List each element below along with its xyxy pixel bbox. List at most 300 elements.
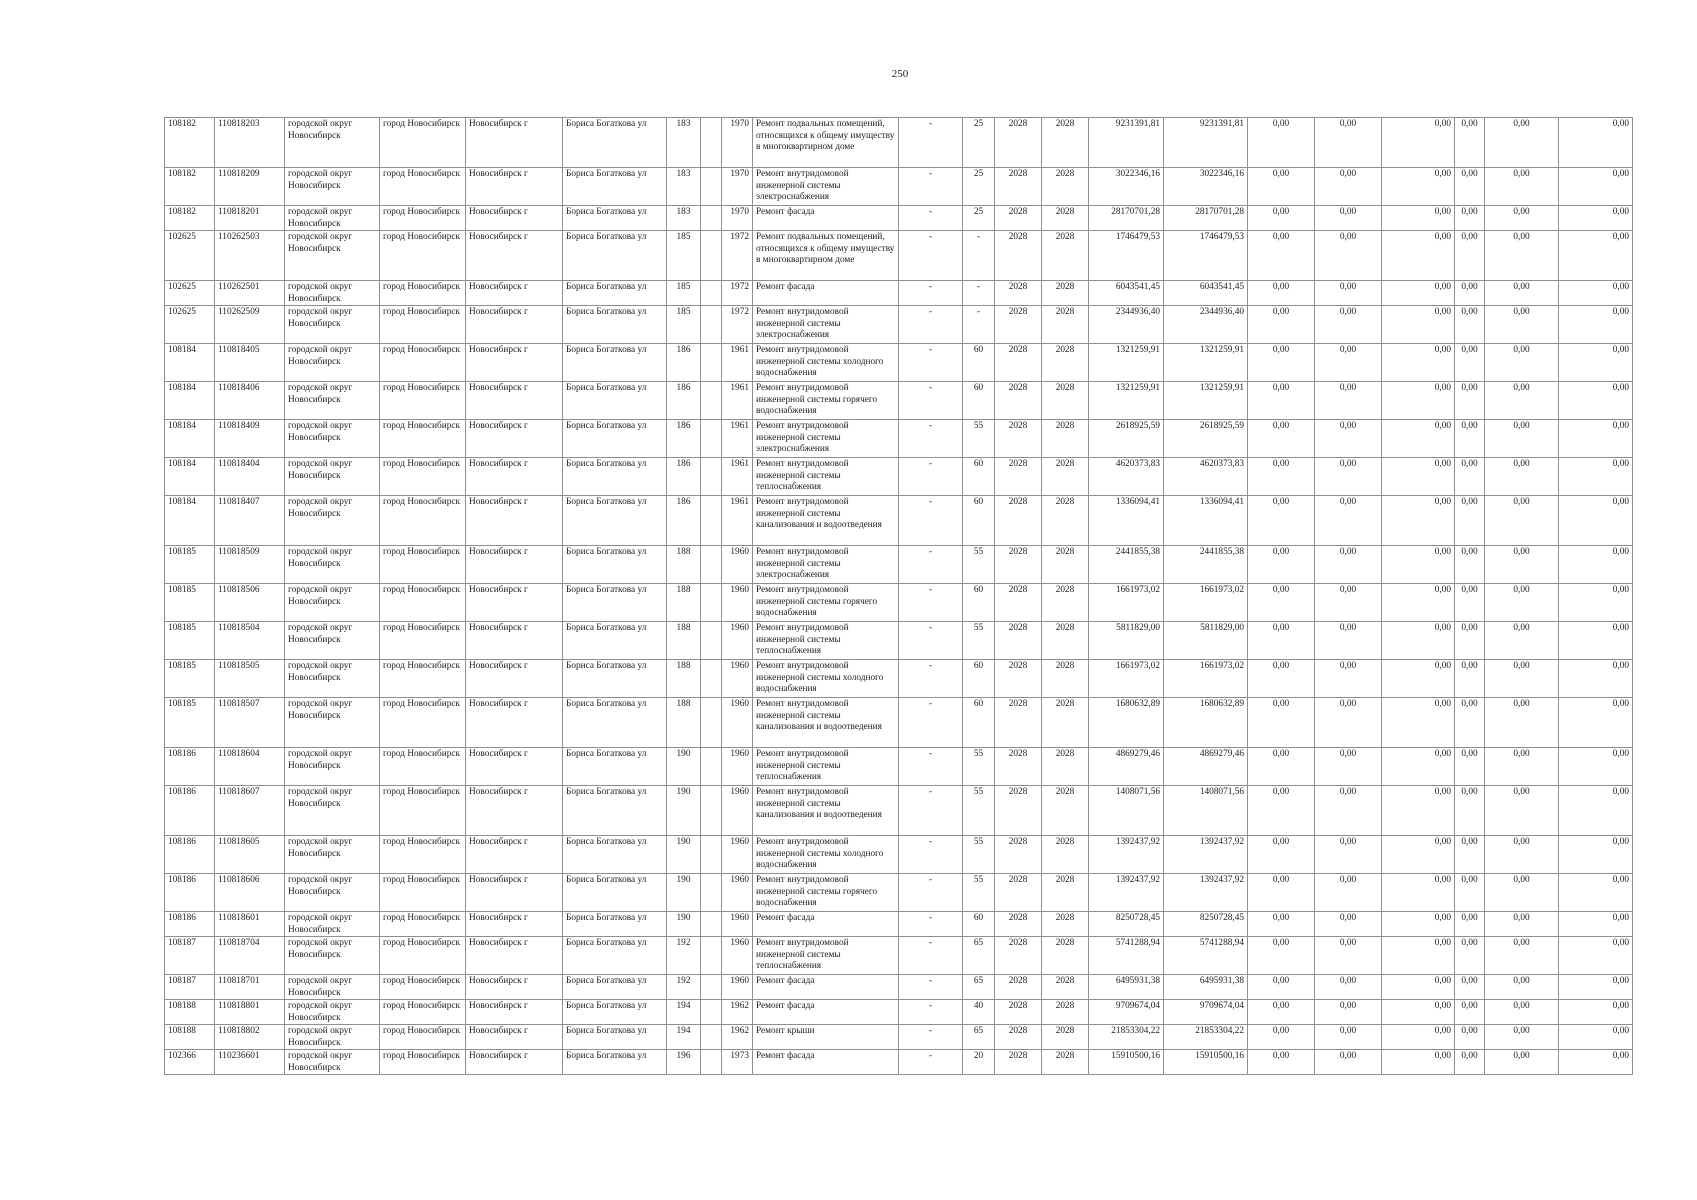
table-row <box>165 206 1633 231</box>
cell-unit: - <box>899 912 963 937</box>
cell-cost-total-sources: 2344936,40 <box>1164 306 1248 344</box>
cell-wear-percent: 55 <box>963 786 995 836</box>
cell-building <box>701 836 722 874</box>
cell-wear-percent: 60 <box>963 344 995 382</box>
cell-municipal-district: городской округ Новосибирск <box>285 118 380 168</box>
cell-owner-cost: 0,00 <box>1485 912 1559 937</box>
cell-work-id: 110818604 <box>215 748 285 786</box>
cell-settlement: город Новосибирск <box>380 748 466 786</box>
cell-owner-cost: 0,00 <box>1485 1025 1559 1050</box>
cell-total-cost: 4869279,46 <box>1089 748 1164 786</box>
cell-regional-cost: 0,00 <box>1382 1025 1455 1050</box>
cell-street: Бориса Богаткова ул <box>563 698 667 748</box>
cell-construction-year: 1962 <box>722 1000 753 1025</box>
cell-work-type: Ремонт фасада <box>753 1000 899 1025</box>
cell-other-cost: 0,00 <box>1559 874 1633 912</box>
cell-street: Бориса Богаткова ул <box>563 231 667 281</box>
cell-work-type: Ремонт фасада <box>753 206 899 231</box>
cell-fund-cost: 0,00 <box>1248 622 1315 660</box>
cell-building <box>701 660 722 698</box>
cell-plan-year-end: 2028 <box>1042 748 1089 786</box>
cell-work-type: Ремонт внутридомовой инженерной системы канализования и водоотведения <box>753 496 899 546</box>
cell-municipal-district: городской округ Новосибирск <box>285 546 380 584</box>
table-row <box>165 660 1633 698</box>
cell-plan-year-end: 2028 <box>1042 281 1089 306</box>
cell-owner-cost: 0,00 <box>1485 975 1559 1000</box>
cell-total-cost: 6495931,38 <box>1089 975 1164 1000</box>
cell-street: Бориса Богаткова ул <box>563 786 667 836</box>
cell-federal-cost: 0,00 <box>1315 168 1382 206</box>
cell-building <box>701 118 722 168</box>
cell-cost-total-sources: 1661973,02 <box>1164 584 1248 622</box>
cell-wear-percent: 60 <box>963 660 995 698</box>
cell-plan-year-end: 2028 <box>1042 546 1089 584</box>
cell-house-id: 108184 <box>165 382 215 420</box>
cell-construction-year: 1960 <box>722 874 753 912</box>
cell-wear-percent: - <box>963 231 995 281</box>
cell-local-cost: 0,00 <box>1455 344 1485 382</box>
cell-construction-year: 1960 <box>722 836 753 874</box>
cell-settlement: город Новосибирск <box>380 937 466 975</box>
cell-regional-cost: 0,00 <box>1382 306 1455 344</box>
cell-work-id: 110818701 <box>215 975 285 1000</box>
cell-street: Бориса Богаткова ул <box>563 306 667 344</box>
table-row <box>165 874 1633 912</box>
cell-plan-year-end: 2028 <box>1042 382 1089 420</box>
cell-work-id: 110818607 <box>215 786 285 836</box>
cell-cost-total-sources: 2618925,59 <box>1164 420 1248 458</box>
cell-municipal-district: городской округ Новосибирск <box>285 622 380 660</box>
cell-work-id: 110818605 <box>215 836 285 874</box>
cell-street: Бориса Богаткова ул <box>563 1025 667 1050</box>
cell-locality: Новосибирск г <box>466 1025 563 1050</box>
cell-plan-year-start: 2028 <box>995 660 1042 698</box>
cell-cost-total-sources: 21853304,22 <box>1164 1025 1248 1050</box>
cell-building <box>701 496 722 546</box>
cell-building <box>701 546 722 584</box>
cell-other-cost: 0,00 <box>1559 912 1633 937</box>
cell-total-cost: 8250728,45 <box>1089 912 1164 937</box>
cell-total-cost: 9709674,04 <box>1089 1000 1164 1025</box>
cell-house-number: 183 <box>667 206 701 231</box>
cell-work-id: 110818509 <box>215 546 285 584</box>
cell-building <box>701 206 722 231</box>
cell-municipal-district: городской округ Новосибирск <box>285 698 380 748</box>
cell-house-id: 108187 <box>165 937 215 975</box>
cell-construction-year: 1970 <box>722 206 753 231</box>
cell-building <box>701 420 722 458</box>
cell-street: Бориса Богаткова ул <box>563 584 667 622</box>
cell-local-cost: 0,00 <box>1455 698 1485 748</box>
cell-street: Бориса Богаткова ул <box>563 420 667 458</box>
cell-work-id: 110818209 <box>215 168 285 206</box>
cell-unit: - <box>899 1025 963 1050</box>
cell-work-type: Ремонт внутридомовой инженерной системы горячего водоснабжения <box>753 874 899 912</box>
cell-other-cost: 0,00 <box>1559 168 1633 206</box>
cell-other-cost: 0,00 <box>1559 937 1633 975</box>
cell-unit: - <box>899 281 963 306</box>
cell-house-id: 108186 <box>165 836 215 874</box>
cell-owner-cost: 0,00 <box>1485 231 1559 281</box>
cell-local-cost: 0,00 <box>1455 118 1485 168</box>
cell-house-id: 108188 <box>165 1000 215 1025</box>
cell-house-number: 183 <box>667 118 701 168</box>
cell-work-type: Ремонт внутридомовой инженерной системы электроснабжения <box>753 420 899 458</box>
cell-regional-cost: 0,00 <box>1382 622 1455 660</box>
cell-total-cost: 6043541,45 <box>1089 281 1164 306</box>
cell-wear-percent: 65 <box>963 975 995 1000</box>
cell-house-number: 186 <box>667 420 701 458</box>
cell-regional-cost: 0,00 <box>1382 420 1455 458</box>
cell-total-cost: 1321259,91 <box>1089 344 1164 382</box>
cell-municipal-district: городской округ Новосибирск <box>285 786 380 836</box>
cell-plan-year-start: 2028 <box>995 344 1042 382</box>
cell-regional-cost: 0,00 <box>1382 168 1455 206</box>
cell-house-number: 185 <box>667 306 701 344</box>
cell-local-cost: 0,00 <box>1455 748 1485 786</box>
cell-total-cost: 21853304,22 <box>1089 1025 1164 1050</box>
cell-street: Бориса Богаткова ул <box>563 168 667 206</box>
cell-settlement: город Новосибирск <box>380 584 466 622</box>
cell-plan-year-start: 2028 <box>995 698 1042 748</box>
cell-house-id: 102625 <box>165 231 215 281</box>
cell-municipal-district: городской округ Новосибирск <box>285 660 380 698</box>
cell-federal-cost: 0,00 <box>1315 231 1382 281</box>
cell-other-cost: 0,00 <box>1559 118 1633 168</box>
cell-owner-cost: 0,00 <box>1485 786 1559 836</box>
cell-work-id: 110818405 <box>215 344 285 382</box>
cell-total-cost: 1392437,92 <box>1089 836 1164 874</box>
cell-unit: - <box>899 420 963 458</box>
cell-owner-cost: 0,00 <box>1485 622 1559 660</box>
cell-fund-cost: 0,00 <box>1248 344 1315 382</box>
cell-fund-cost: 0,00 <box>1248 281 1315 306</box>
cell-total-cost: 15910500,16 <box>1089 1050 1164 1075</box>
cell-fund-cost: 0,00 <box>1248 975 1315 1000</box>
cell-building <box>701 306 722 344</box>
cell-house-number: 185 <box>667 281 701 306</box>
cell-work-id: 110818606 <box>215 874 285 912</box>
cell-other-cost: 0,00 <box>1559 382 1633 420</box>
cell-house-id: 102625 <box>165 281 215 306</box>
cell-federal-cost: 0,00 <box>1315 118 1382 168</box>
cell-regional-cost: 0,00 <box>1382 281 1455 306</box>
cell-plan-year-end: 2028 <box>1042 1025 1089 1050</box>
cell-construction-year: 1961 <box>722 420 753 458</box>
cell-plan-year-end: 2028 <box>1042 937 1089 975</box>
cell-plan-year-end: 2028 <box>1042 168 1089 206</box>
cell-owner-cost: 0,00 <box>1485 546 1559 584</box>
cell-total-cost: 2618925,59 <box>1089 420 1164 458</box>
table-row <box>165 698 1633 748</box>
cell-construction-year: 1960 <box>722 748 753 786</box>
cell-regional-cost: 0,00 <box>1382 584 1455 622</box>
cell-municipal-district: городской округ Новосибирск <box>285 836 380 874</box>
cell-owner-cost: 0,00 <box>1485 344 1559 382</box>
cell-fund-cost: 0,00 <box>1248 584 1315 622</box>
cell-federal-cost: 0,00 <box>1315 1050 1382 1075</box>
cell-building <box>701 874 722 912</box>
table-row <box>165 786 1633 836</box>
cell-house-number: 190 <box>667 748 701 786</box>
cell-street: Бориса Богаткова ул <box>563 748 667 786</box>
cell-settlement: город Новосибирск <box>380 546 466 584</box>
cell-house-id: 108182 <box>165 168 215 206</box>
cell-wear-percent: 60 <box>963 496 995 546</box>
cell-federal-cost: 0,00 <box>1315 206 1382 231</box>
cell-fund-cost: 0,00 <box>1248 1025 1315 1050</box>
cell-other-cost: 0,00 <box>1559 975 1633 1000</box>
cell-house-number: 186 <box>667 458 701 496</box>
cell-settlement: город Новосибирск <box>380 975 466 1000</box>
cell-wear-percent: 25 <box>963 118 995 168</box>
cell-settlement: город Новосибирск <box>380 874 466 912</box>
cell-settlement: город Новосибирск <box>380 281 466 306</box>
cell-local-cost: 0,00 <box>1455 546 1485 584</box>
cell-municipal-district: городской округ Новосибирск <box>285 975 380 1000</box>
cell-house-number: 194 <box>667 1025 701 1050</box>
cell-owner-cost: 0,00 <box>1485 1050 1559 1075</box>
cell-cost-total-sources: 28170701,28 <box>1164 206 1248 231</box>
cell-fund-cost: 0,00 <box>1248 1000 1315 1025</box>
cell-locality: Новосибирск г <box>466 786 563 836</box>
cell-fund-cost: 0,00 <box>1248 420 1315 458</box>
cell-unit: - <box>899 748 963 786</box>
cell-owner-cost: 0,00 <box>1485 1000 1559 1025</box>
cell-work-id: 110818404 <box>215 458 285 496</box>
cell-cost-total-sources: 5741288,94 <box>1164 937 1248 975</box>
cell-locality: Новосибирск г <box>466 496 563 546</box>
cell-federal-cost: 0,00 <box>1315 912 1382 937</box>
cell-settlement: город Новосибирск <box>380 1025 466 1050</box>
cell-local-cost: 0,00 <box>1455 281 1485 306</box>
cell-plan-year-start: 2028 <box>995 496 1042 546</box>
cell-unit: - <box>899 874 963 912</box>
cell-plan-year-start: 2028 <box>995 546 1042 584</box>
cell-regional-cost: 0,00 <box>1382 937 1455 975</box>
cell-settlement: город Новосибирск <box>380 698 466 748</box>
cell-owner-cost: 0,00 <box>1485 420 1559 458</box>
cell-other-cost: 0,00 <box>1559 622 1633 660</box>
cell-locality: Новосибирск г <box>466 281 563 306</box>
cell-construction-year: 1960 <box>722 975 753 1000</box>
cell-cost-total-sources: 4869279,46 <box>1164 748 1248 786</box>
cell-wear-percent: 65 <box>963 937 995 975</box>
cell-plan-year-start: 2028 <box>995 382 1042 420</box>
cell-municipal-district: городской округ Новосибирск <box>285 912 380 937</box>
cell-work-id: 110262509 <box>215 306 285 344</box>
cell-unit: - <box>899 458 963 496</box>
cell-municipal-district: городской округ Новосибирск <box>285 168 380 206</box>
table-body <box>165 118 1633 1075</box>
cell-street: Бориса Богаткова ул <box>563 1050 667 1075</box>
cell-fund-cost: 0,00 <box>1248 231 1315 281</box>
cell-owner-cost: 0,00 <box>1485 584 1559 622</box>
cell-cost-total-sources: 6043541,45 <box>1164 281 1248 306</box>
cell-unit: - <box>899 344 963 382</box>
cell-fund-cost: 0,00 <box>1248 748 1315 786</box>
cell-house-number: 188 <box>667 546 701 584</box>
cell-locality: Новосибирск г <box>466 458 563 496</box>
cell-street: Бориса Богаткова ул <box>563 660 667 698</box>
cell-fund-cost: 0,00 <box>1248 660 1315 698</box>
cell-unit: - <box>899 937 963 975</box>
cell-construction-year: 1960 <box>722 660 753 698</box>
cell-locality: Новосибирск г <box>466 231 563 281</box>
cell-total-cost: 1661973,02 <box>1089 584 1164 622</box>
cell-plan-year-end: 2028 <box>1042 975 1089 1000</box>
cell-building <box>701 231 722 281</box>
cell-plan-year-end: 2028 <box>1042 496 1089 546</box>
cell-other-cost: 0,00 <box>1559 698 1633 748</box>
cell-other-cost: 0,00 <box>1559 660 1633 698</box>
cell-construction-year: 1961 <box>722 344 753 382</box>
cell-plan-year-start: 2028 <box>995 1050 1042 1075</box>
cell-locality: Новосибирск г <box>466 874 563 912</box>
cell-settlement: город Новосибирск <box>380 786 466 836</box>
cell-plan-year-start: 2028 <box>995 975 1042 1000</box>
table-row <box>165 546 1633 584</box>
cell-house-id: 108185 <box>165 660 215 698</box>
cell-plan-year-end: 2028 <box>1042 1000 1089 1025</box>
cell-settlement: город Новосибирск <box>380 912 466 937</box>
table-row <box>165 975 1633 1000</box>
cell-cost-total-sources: 8250728,45 <box>1164 912 1248 937</box>
cell-total-cost: 1392437,92 <box>1089 874 1164 912</box>
cell-owner-cost: 0,00 <box>1485 937 1559 975</box>
cell-federal-cost: 0,00 <box>1315 1000 1382 1025</box>
cell-plan-year-end: 2028 <box>1042 698 1089 748</box>
cell-municipal-district: городской округ Новосибирск <box>285 1050 380 1075</box>
cell-street: Бориса Богаткова ул <box>563 1000 667 1025</box>
cell-work-type: Ремонт фасада <box>753 975 899 1000</box>
cell-locality: Новосибирск г <box>466 584 563 622</box>
cell-building <box>701 912 722 937</box>
cell-locality: Новосибирск г <box>466 420 563 458</box>
cell-locality: Новосибирск г <box>466 975 563 1000</box>
cell-house-id: 108182 <box>165 118 215 168</box>
cell-house-id: 108184 <box>165 458 215 496</box>
cell-work-type: Ремонт фасада <box>753 912 899 937</box>
cell-house-id: 108184 <box>165 496 215 546</box>
cell-house-id: 102366 <box>165 1050 215 1075</box>
table-row <box>165 281 1633 306</box>
cell-settlement: город Новосибирск <box>380 660 466 698</box>
cell-wear-percent: 25 <box>963 206 995 231</box>
cell-fund-cost: 0,00 <box>1248 874 1315 912</box>
cell-unit: - <box>899 496 963 546</box>
cell-regional-cost: 0,00 <box>1382 496 1455 546</box>
cell-work-type: Ремонт внутридомовой инженерной системы холодного водоснабжения <box>753 660 899 698</box>
cell-building <box>701 458 722 496</box>
cell-work-type: Ремонт фасада <box>753 281 899 306</box>
cell-work-id: 110236601 <box>215 1050 285 1075</box>
cell-house-number: 190 <box>667 786 701 836</box>
cell-total-cost: 2441855,38 <box>1089 546 1164 584</box>
cell-municipal-district: городской округ Новосибирск <box>285 281 380 306</box>
cell-locality: Новосибирск г <box>466 382 563 420</box>
cell-house-number: 188 <box>667 698 701 748</box>
cell-federal-cost: 0,00 <box>1315 874 1382 912</box>
cell-settlement: город Новосибирск <box>380 458 466 496</box>
cell-regional-cost: 0,00 <box>1382 975 1455 1000</box>
cell-locality: Новосибирск г <box>466 118 563 168</box>
cell-house-number: 190 <box>667 874 701 912</box>
cell-fund-cost: 0,00 <box>1248 546 1315 584</box>
cell-plan-year-end: 2028 <box>1042 1050 1089 1075</box>
cell-house-id: 108186 <box>165 912 215 937</box>
cell-construction-year: 1961 <box>722 458 753 496</box>
cell-regional-cost: 0,00 <box>1382 1000 1455 1025</box>
cell-regional-cost: 0,00 <box>1382 206 1455 231</box>
table-row <box>165 912 1633 937</box>
cell-other-cost: 0,00 <box>1559 306 1633 344</box>
cell-regional-cost: 0,00 <box>1382 344 1455 382</box>
cell-plan-year-end: 2028 <box>1042 344 1089 382</box>
cell-work-type: Ремонт внутридомовой инженерной системы горячего водоснабжения <box>753 584 899 622</box>
cell-cost-total-sources: 6495931,38 <box>1164 975 1248 1000</box>
cell-house-id: 108186 <box>165 748 215 786</box>
cell-local-cost: 0,00 <box>1455 306 1485 344</box>
cell-building <box>701 168 722 206</box>
cell-total-cost: 3022346,16 <box>1089 168 1164 206</box>
cell-municipal-district: городской округ Новосибирск <box>285 874 380 912</box>
cell-work-id: 110818203 <box>215 118 285 168</box>
table-row <box>165 584 1633 622</box>
cell-owner-cost: 0,00 <box>1485 874 1559 912</box>
cell-locality: Новосибирск г <box>466 836 563 874</box>
cell-regional-cost: 0,00 <box>1382 458 1455 496</box>
cell-local-cost: 0,00 <box>1455 622 1485 660</box>
cell-total-cost: 28170701,28 <box>1089 206 1164 231</box>
cell-plan-year-end: 2028 <box>1042 584 1089 622</box>
cell-house-number: 194 <box>667 1000 701 1025</box>
cell-other-cost: 0,00 <box>1559 748 1633 786</box>
cell-plan-year-start: 2028 <box>995 937 1042 975</box>
cell-local-cost: 0,00 <box>1455 912 1485 937</box>
cell-street: Бориса Богаткова ул <box>563 118 667 168</box>
cell-municipal-district: городской округ Новосибирск <box>285 1000 380 1025</box>
cell-municipal-district: городской округ Новосибирск <box>285 231 380 281</box>
cell-locality: Новосибирск г <box>466 912 563 937</box>
cell-street: Бориса Богаткова ул <box>563 496 667 546</box>
cell-settlement: город Новосибирск <box>380 836 466 874</box>
cell-street: Бориса Богаткова ул <box>563 206 667 231</box>
cell-building <box>701 748 722 786</box>
cell-work-type: Ремонт подвальных помещений, относящихся к общему имуществу в многоквартирном доме <box>753 231 899 281</box>
cell-plan-year-end: 2028 <box>1042 231 1089 281</box>
cell-wear-percent: 20 <box>963 1050 995 1075</box>
cell-plan-year-start: 2028 <box>995 584 1042 622</box>
cell-locality: Новосибирск г <box>466 748 563 786</box>
table-row <box>165 496 1633 546</box>
cell-locality: Новосибирск г <box>466 168 563 206</box>
cell-house-number: 188 <box>667 622 701 660</box>
cell-federal-cost: 0,00 <box>1315 281 1382 306</box>
cell-plan-year-start: 2028 <box>995 306 1042 344</box>
cell-other-cost: 0,00 <box>1559 458 1633 496</box>
table-row <box>165 748 1633 786</box>
cell-house-number: 186 <box>667 382 701 420</box>
cell-house-id: 102625 <box>165 306 215 344</box>
cell-fund-cost: 0,00 <box>1248 118 1315 168</box>
cell-building <box>701 1025 722 1050</box>
cell-federal-cost: 0,00 <box>1315 344 1382 382</box>
cell-plan-year-end: 2028 <box>1042 786 1089 836</box>
cell-federal-cost: 0,00 <box>1315 546 1382 584</box>
cell-settlement: город Новосибирск <box>380 168 466 206</box>
cell-construction-year: 1972 <box>722 281 753 306</box>
